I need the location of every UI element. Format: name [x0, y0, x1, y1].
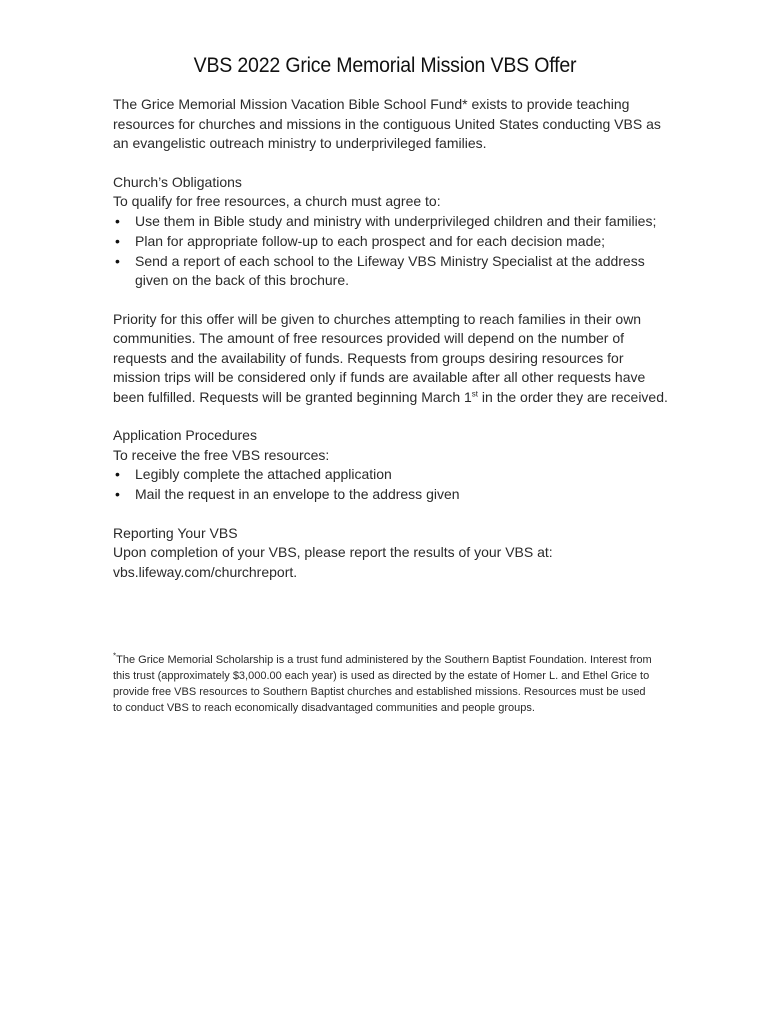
list-item: • Use them in Bible study and ministry with underprivileged children and their families; [113, 212, 673, 232]
priority-text: Priority for this offer will be given to churches attempting to reach families in their own communities. The amount of free resources provided will depend on the number of requests and the availability of funds. Requests from groups desiring resources for mission trips will be considered only if funds are available after all other requests have been fulfilled. Requests will be granted beginning March 1 [113, 310, 646, 405]
application-list [113, 465, 673, 505]
intro-paragraph: The Grice Memorial Mission Vacation Bible School Fund* exists to provide teaching resources for churches and missions in the contiguous United States conducting VBS as an evangelistic outreach ministry to underprivileged families. [113, 96, 661, 151]
reporting-url: vbs.lifeway.com/churchreport. [113, 563, 298, 580]
reporting-heading: Reporting Your VBS [113, 524, 238, 541]
document-body [113, 95, 673, 601]
application-heading: Application Procedures [113, 427, 257, 443]
footnote-mark: * [113, 651, 117, 661]
priority-tail: in the order they are received. [478, 388, 668, 405]
priority-paragraph [113, 310, 673, 408]
page-title: VBS 2022 Grice Memorial Mission VBS Offer [193, 54, 577, 77]
priority-section [113, 310, 673, 408]
application-section [113, 426, 673, 505]
list-item: • Plan for appropriate follow-up to each prospect and for each decision made; [113, 232, 673, 252]
obligations-lead: To qualify for free resources, a church must agree to: [113, 193, 441, 209]
reporting-text: Upon completion of your VBS, please report the results of your VBS at: [113, 544, 553, 560]
obligations-heading: Church’s Obligations [113, 173, 242, 190]
obligations-section [113, 173, 673, 291]
footnote [113, 652, 653, 716]
application-lead: To receive the free VBS resources: [113, 446, 330, 463]
list-item: • Legibly complete the attached application [113, 465, 673, 485]
footnote-text: The Grice Memorial Scholarship is a trust fund administered by the Southern Baptist Foundation. Interest from this trust (approximately $3,000.00 each year) is used as directed by the estate of Homer L. and Ethel Grice to provide free VBS resources to Southern Baptist churches and established missions. Resources must be used to conduct VBS to reach economically disadvantaged communities and people groups. [113, 654, 652, 714]
priority-superscript: st [471, 388, 479, 398]
list-item: • Send a report of each school to the Lifeway VBS Ministry Specialist at the address given on the back of this brochure. [113, 252, 673, 291]
list-item: • Mail the request in an envelope to the address given [113, 485, 673, 505]
reporting-section [113, 524, 673, 583]
obligations-list [113, 212, 673, 291]
